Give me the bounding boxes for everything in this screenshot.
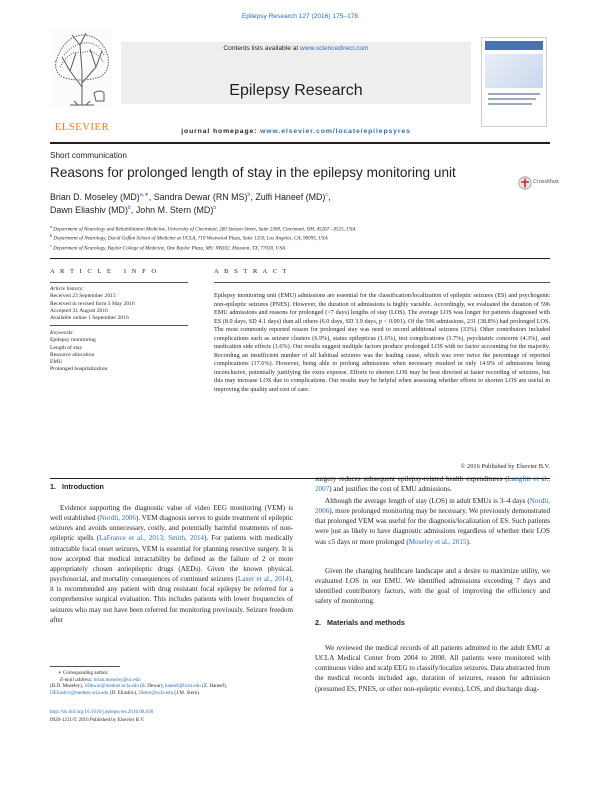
citation-link[interactable]: Nordli, 2006 (315, 497, 550, 516)
footnote-rule (50, 666, 120, 667)
masthead-rule (50, 142, 550, 144)
introduction-heading: 1. Introduction (50, 482, 104, 491)
doi-link[interactable]: http://dx.doi.org/10.1016/j.eplepsyres.2016.08.030 (50, 709, 154, 715)
article-history (50, 286, 190, 322)
crossmark-label: CrossMark (533, 179, 560, 185)
footnotes (50, 670, 300, 696)
abstract-copyright: © 2016 Published by Elsevier B.V. (460, 463, 550, 470)
corresponding-author-note: ∗ Corresponding author. (58, 670, 109, 676)
issn-copyright: 0920-1211/© 2016 Published by Elsevier B.V. (50, 717, 145, 723)
author-affiliation-marker[interactable]: b (213, 205, 217, 212)
citation-link[interactable]: Laxer et al., 2014 (237, 575, 289, 584)
email-line: DEliashiv@mednet.ucla.edu (D. Eliashiv), JStern@ucla.edu (J.M. Stern). (50, 689, 201, 696)
citation-link[interactable]: Nordli, 2006 (99, 514, 136, 523)
keywords (50, 330, 190, 374)
elsevier-wordmark: ELSEVIER (54, 122, 110, 133)
keyword: Prolonged hospitalization (50, 366, 108, 373)
email-link[interactable]: haneef@bcm.edu (165, 683, 201, 690)
contents-available-line: Contents lists available at www.sciencedirect.com (223, 45, 369, 52)
introduction-paragraph: Although the average length of stay (LOS) in adult EMUs is 3–4 days (Nordli, 2006), more prolonged monitoring may be necessary. We previously demonstrated that prolonged VEM was useful for the diagnosis/localization of ES. Such patients were just as likely to have diagnostic admissions regardless of whether their LOS was ≤5 days or more prolonged (Moseley et al., 2015). (315, 497, 550, 546)
introduction-paragraph: Evidence supporting the diagnostic value of video EEG monitoring (VEM) is well established (Nordli, 2006). VEM diagnosis serves to guide treatment of epileptic seizures and avoids unnecessary, costly, and potentially harmful treatments of non-epileptic spells (LaFrance et al., 2013; Smith, 2014). For patients with medically intractable focal onset seizures, VEM is essential for planning resective surgery. It is now accepted that medical intractability be defined as the failure of 2 or more appropriately chosen antiepileptic drugs (AEDs). Given the known physical, psychosocial, and mortality consequences of continued seizures (Laxer et al., 2014), it is recommended any patient with drug resistant focal epilepsy be referred for a comprehensive surgical evaluation. This includes patients with lower frequencies of seizures who may not have been referred for monitoring previously. Seizure freedom after (50, 504, 293, 624)
running-header[interactable]: Epilepsy Research 127 (2016) 175–178 (241, 13, 359, 20)
email-link[interactable]: SDewar@mednet.ucla.edu (84, 683, 139, 690)
abstract-text: Epilepsy monitoring unit (EMU) admissions are essential for the classification/localization of epileptic seizures (ES) and psychogenic non-epileptic seizures (PNES). However, the duration of admissions is highly variable. Accordingly, we evaluated the duration of 596 EMU admissions and reasons for prolonged (>7 days) lengths of stay (LOS). The average LOS was longer for patients diagnosed with ES (8.0 days, SD 4.1 days) than all others (6.0 days, SD 3.9 days, p < 0.001). Of the 596 admissions, 231 (38.8%) had prolonged LOS. The most commonly reported reason for prolonged stay was need to record additional seizures (33%). Other contributors included complications such as seizure clusters (6.9%), status epilepticus (1.6%), test complications (3.7%), psychiatric concerns (4.3%), and medication side effects (1.6%). Our results suggest multiple factors produce prolonged LOS with no factor accounting for the majority. Recording an insufficient number of all habitual seizures was the leading cause, which was over twice the percentage of reported complications (17.6%). However, being able to prolong admissions when necessary resulted in only 14.9% of admissions being inconclusive, potentially justifying the extra expense. Efforts to shorten LOS may be best directed at faster recording of seizures, but this may increase LOS due to complications. Our results may be helpful when assessing whether efforts to shorten LOS are useful in improving the quality and cost of care. (214, 292, 550, 394)
masthead (50, 27, 550, 135)
author-affiliation-marker[interactable]: b (127, 205, 131, 212)
affiliation-item: $^a$ Department of Neurology and Rehabilitation Medicine, University of Cincinnati, 260 Stetson Street, Suite 2300, Cincinnati, OH, 45267 - 0525, USA (50, 224, 356, 233)
introduction-paragraph: Given the changing healthcare landscape and a desire to maximize utility, we evaluated LOS in our EMU. We identified admissions exceeding 7 days and identified contributory factors, with the goal of improving the efficiency and safety of monitoring. (315, 567, 550, 606)
journal-homepage-line: journal homepage: www.elsevier.com/locate/epilepsyres (181, 128, 411, 135)
email-link[interactable]: brian.moseley@uc.edu (93, 676, 141, 683)
keywords-rule (50, 325, 188, 326)
email-link[interactable]: DEliashiv@mednet.ucla.edu (50, 689, 109, 696)
author-name[interactable]: Dawn Eliashiv (MD) (50, 205, 128, 215)
author-name[interactable]: Brian D. Moseley (MD) (50, 192, 140, 202)
article-info-rule (50, 282, 188, 283)
citation-link[interactable]: Langfitt et al., 2007 (315, 475, 550, 494)
article-title: Reasons for prolonged length of stay in the epilepsy monitoring unit (50, 165, 456, 180)
citation-link[interactable]: LaFrance et al., 2013; Smith, 2014 (99, 534, 205, 543)
article-history-label: Article history: (50, 286, 85, 292)
abstract-rule (214, 282, 550, 283)
author-affiliation-marker[interactable]: a,∗ (139, 192, 149, 199)
history-date: Received 23 September 2015 (50, 293, 116, 300)
keywords-label: Keywords: (50, 330, 75, 336)
history-date: Available online 1 September 2016 (50, 315, 129, 322)
author-name[interactable]: , Sandra Dewar (RN MS) (148, 192, 248, 202)
affiliation-item: $^c$ Department of Neurology, Baylor College of Medicine, One Baylor Plaza, MS: NB302, Houston, TX, 77030, USA (50, 242, 286, 252)
author-affiliation-marker[interactable]: b (247, 192, 251, 199)
email-line: E-mail address: brian.moseley@uc.edu (60, 676, 141, 683)
keyword: Length of stay (50, 344, 83, 351)
keyword: Epilepsy monitoring (50, 337, 96, 344)
affiliations-rule (50, 258, 550, 259)
journal-cover-thumbnail (481, 37, 547, 127)
article-type: Short communication (50, 151, 127, 160)
email-line: (B.D. Moseley), SDewar@mednet.ucla.edu (S. Dewar), haneef@bcm.edu (Z. Haneef), (50, 683, 228, 690)
author-name[interactable]: , John M. Stern (MD) (130, 205, 214, 215)
crossmark-badge[interactable] (518, 176, 558, 194)
citation-link[interactable]: Moseley et al., 2015 (408, 537, 467, 546)
sciencedirect-link[interactable]: www.sciencedirect.com (300, 45, 369, 52)
crossmark-icon (518, 176, 532, 190)
authors-line-1: Brian D. Moseley (MD)$^{a,∗}$, Sandra Dewar (RN MS)$^b$, Zulfi Haneef (MD)$^c$, (50, 192, 331, 202)
abstract-heading: A B S T R A C T (214, 268, 289, 275)
history-date: Accepted 31 August 2016 (50, 307, 108, 314)
methods-heading: 2. Materials and methods (315, 618, 405, 627)
authors-line-2 (50, 205, 216, 215)
email-link[interactable]: JStern@ucla.edu (138, 689, 174, 696)
history-date: Received in revised form 3 May 2016 (50, 300, 135, 307)
journal-homepage-link[interactable]: www.elsevier.com/locate/epilepsyres (260, 128, 411, 135)
methods-paragraph: We reviewed the medical records of all patients admitted to the adult EMU at UCLA Medical Center from 2004 to 2008. All patients were monitored with continuous video and scalp EEG to classify/localize seizures. Data abstracted from the medical records included age, duration of seizures, reason for admission (presumed ES, PNES, or other non-epileptic events), LOS, and discharge diag- (315, 644, 550, 693)
keyword: EMU (50, 359, 63, 366)
introduction-paragraph-continued: surgery reduces subsequent epilepsy-related health expenditures (Langfitt et al., 2007) and justifies the cost of EMU admissions. (315, 475, 550, 494)
affiliation-item: $^b$ Department of Neurology, David Geffen School of Medicine at UCLA, 710 Westwood Plaza, Suite 1250, Los Angeles, CA, 90095, USA (50, 233, 328, 242)
author-name[interactable]: , Zulfi Haneef (MD) (250, 192, 326, 202)
author-affiliation-marker[interactable]: c (325, 192, 329, 199)
journal-title: Epilepsy Research (229, 82, 363, 99)
affiliation-list (50, 224, 550, 252)
elsevier-tree-logo (50, 27, 114, 123)
keyword: Resource allocation (50, 351, 95, 358)
article-info-heading: A R T I C L E I N F O (50, 268, 159, 275)
